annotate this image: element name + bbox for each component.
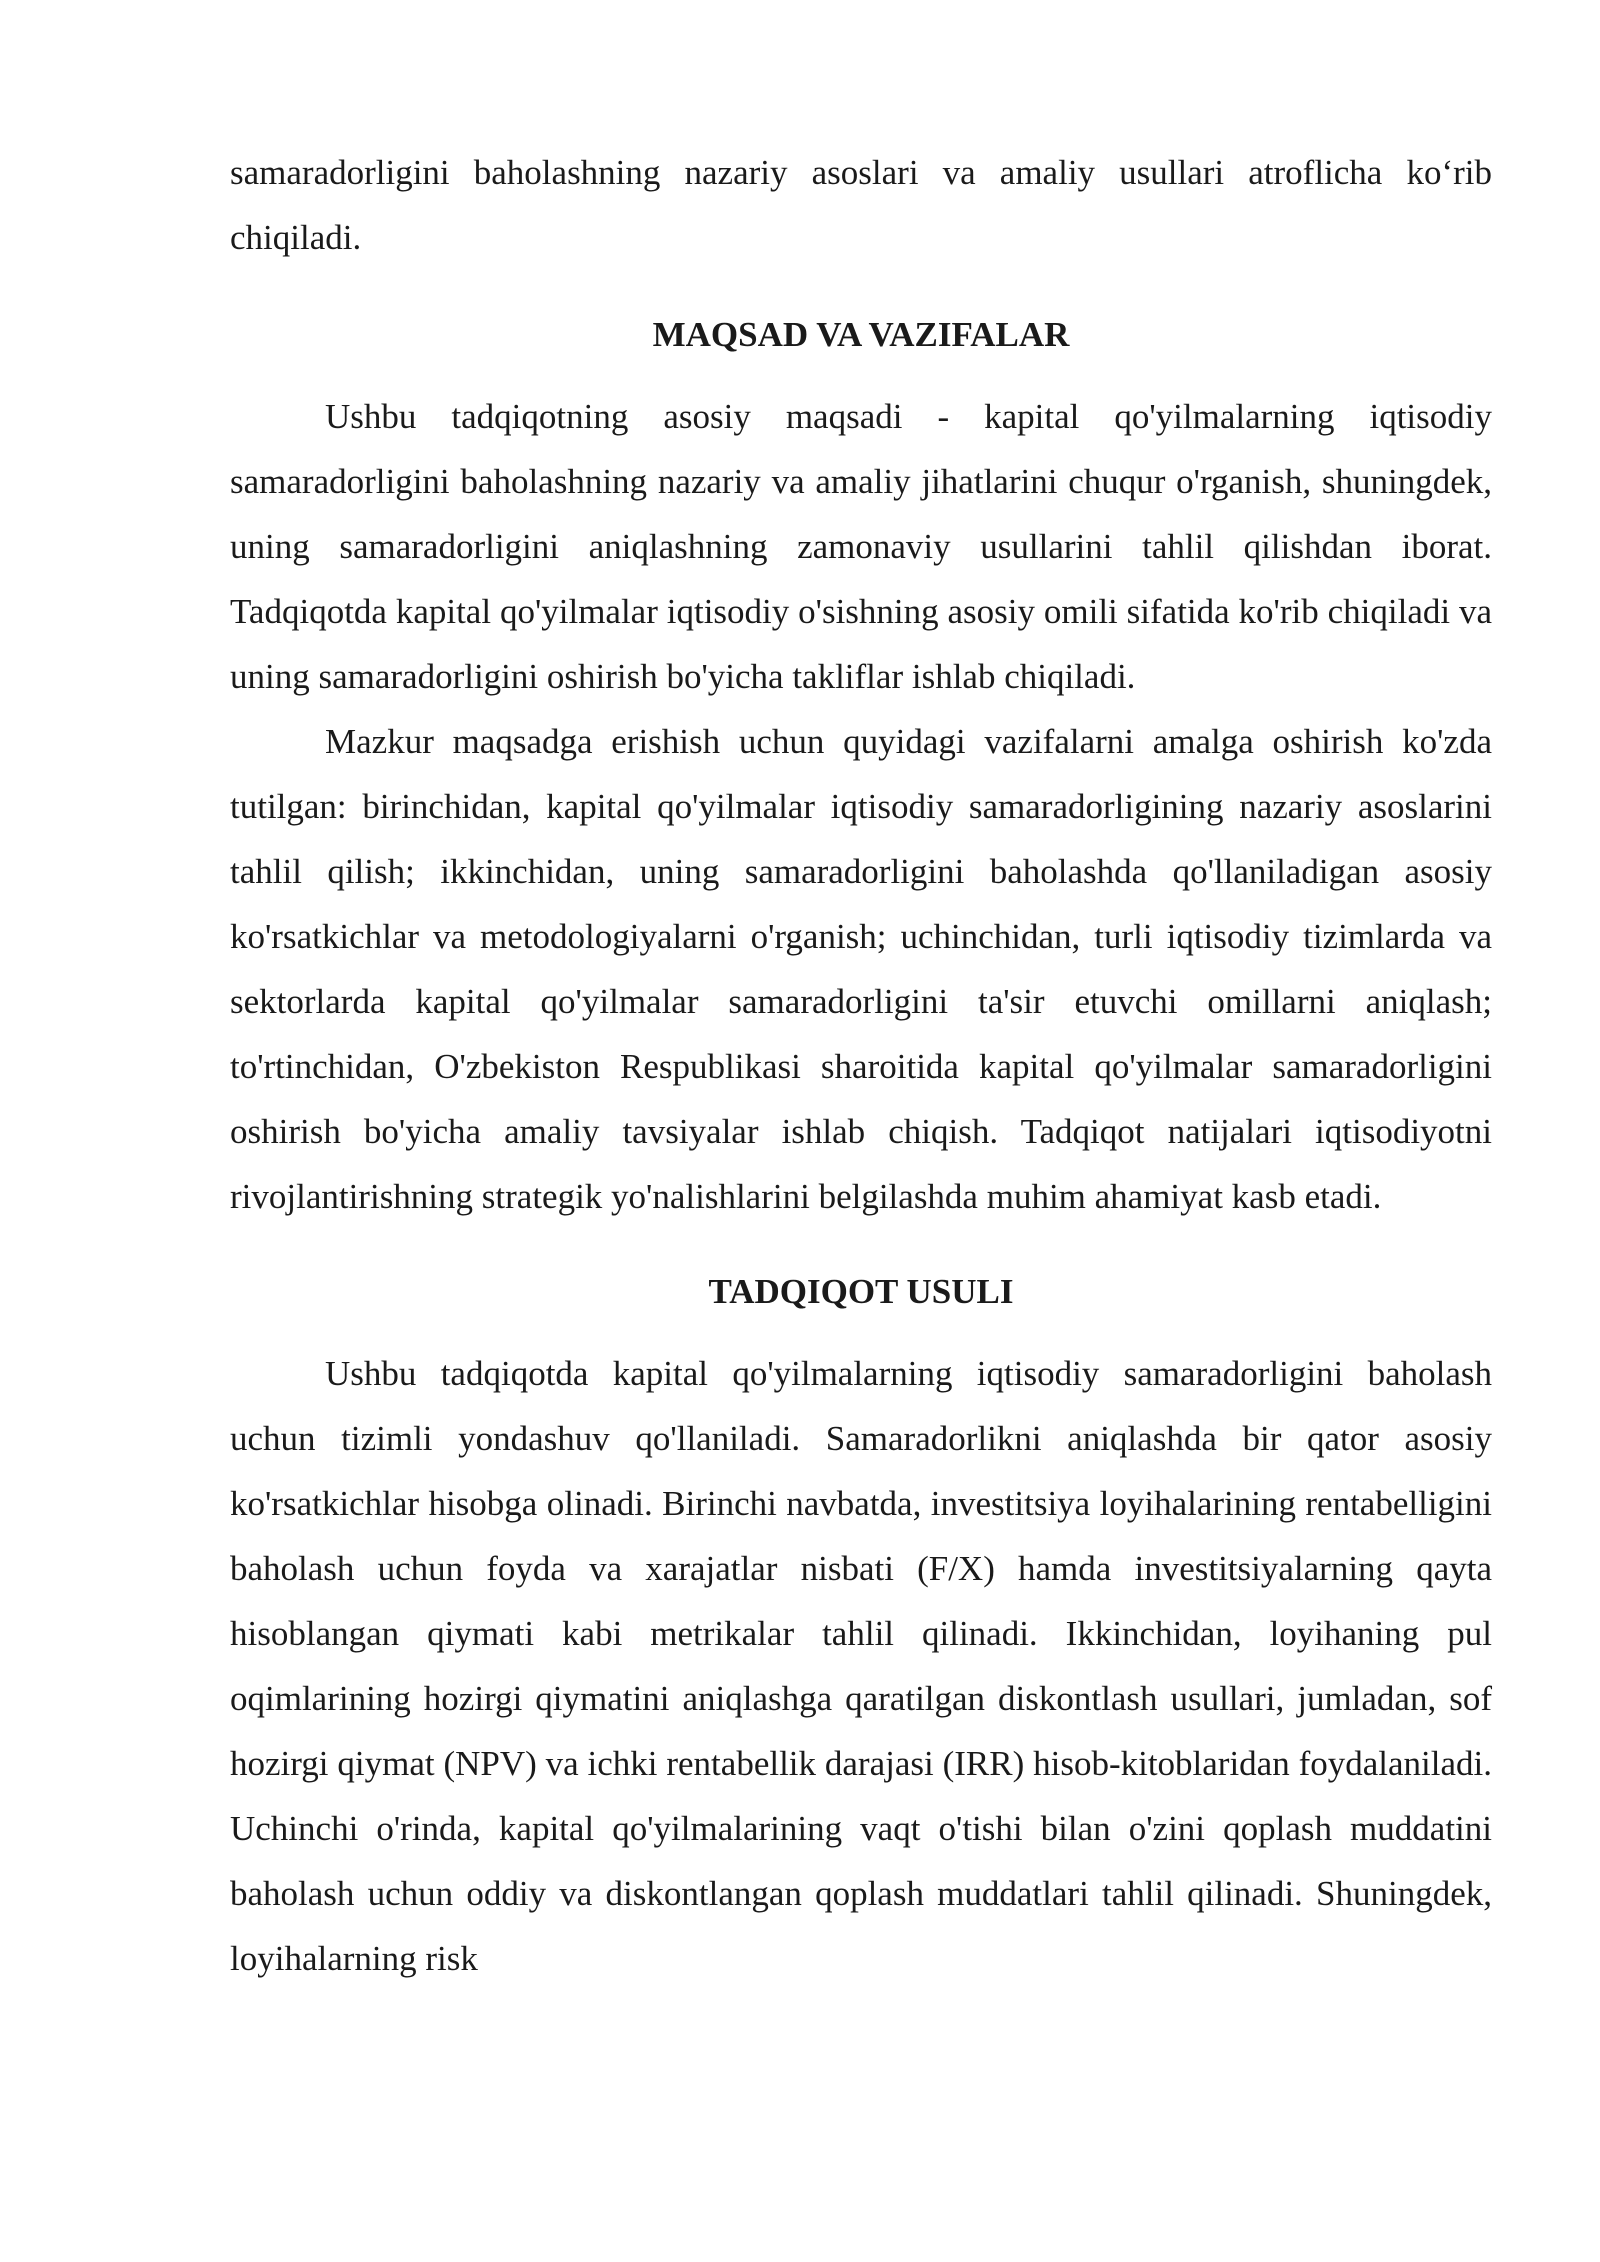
method-paragraph-1: Ushbu tadqiqotda kapital qo'yilmalarning iqtisodiy samaradorligini baholash uchun tizimli yondashuv qo'llaniladi. Samaradorlikni aniqlashda bir qator asosiy ko'rsatkichlar hisobga olinadi. Birinchi navbatda, investitsiya loyihalarining rentabelligini baholash uchun foyda va xarajatlar nisbati (F/X) hamda investitsiyalarning qayta hisoblangan qiymati kabi metrikalar tahlil qilinadi. Ikkinchidan, loyihaning pul oqimlarining hozirgi qiymatini aniqlashga qaratilgan diskontlash usullari, jumladan, sof hozirgi qiymat (NPV) va ichki rentabellik darajasi (IRR) hisob-kitoblaridan foydalaniladi. Uchinchi o'rinda, kapital qo'yilmalarining vaqt o'tishi bilan o'zini qoplash muddatini baholash uchun oddiy va diskontlangan qoplash muddatlari tahlil qilinadi. Shuningdek, loyihalarning risk bbox=[230, 1354, 1492, 1978]
section-heading-goals: MAQSAD VA VAZIFALAR bbox=[652, 315, 1070, 354]
section-heading-method: TADQIQOT USULI bbox=[708, 1272, 1014, 1311]
intro-paragraph-tail: samaradorligini baholashning nazariy asoslari va amaliy usullari atroflicha ko‘rib chiqiladi. bbox=[230, 153, 1492, 257]
goals-paragraph-1: Ushbu tadqiqotning asosiy maqsadi - kapital qo'yilmalarning iqtisodiy samaradorligini baholashning nazariy va amaliy jihatlarini chuqur o'rganish, shuningdek, uning samaradorligini aniqlashning zamonaviy usullarini tahlil qilishdan iborat. Tadqiqotda kapital qo'yilmalar iqtisodiy o'sishning asosiy omili sifatida ko'rib chiqiladi va uning samaradorligini oshirish bo'yicha takliflar ishlab chiqiladi. bbox=[230, 397, 1492, 696]
document-page bbox=[230, 140, 1492, 1991]
goals-paragraph-2: Mazkur maqsadga erishish uchun quyidagi vazifalarni amalga oshirish ko'zda tutilgan: birinchidan, kapital qo'yilmalar iqtisodiy samaradorligining nazariy asoslarini tahlil qilish; ikkinchidan, uning samaradorligini baholashda qo'llaniladigan asosiy ko'rsatkichlar va metodologiyalarni o'rganish; uchinchidan, turli iqtisodiy tizimlarda va sektorlarda kapital qo'yilmalar samaradorligini ta'sir etuvchi omillarni aniqlash; to'rtinchidan, O'zbekiston Respublikasi sharoitida kapital qo'yilmalar samaradorligini oshirish bo'yicha amaliy tavsiyalar ishlab chiqish. Tadqiqot natijalari iqtisodiyotni rivojlantirishning strategik yo'nalishlarini belgilashda muhim ahamiyat kasb etadi. bbox=[230, 722, 1492, 1216]
